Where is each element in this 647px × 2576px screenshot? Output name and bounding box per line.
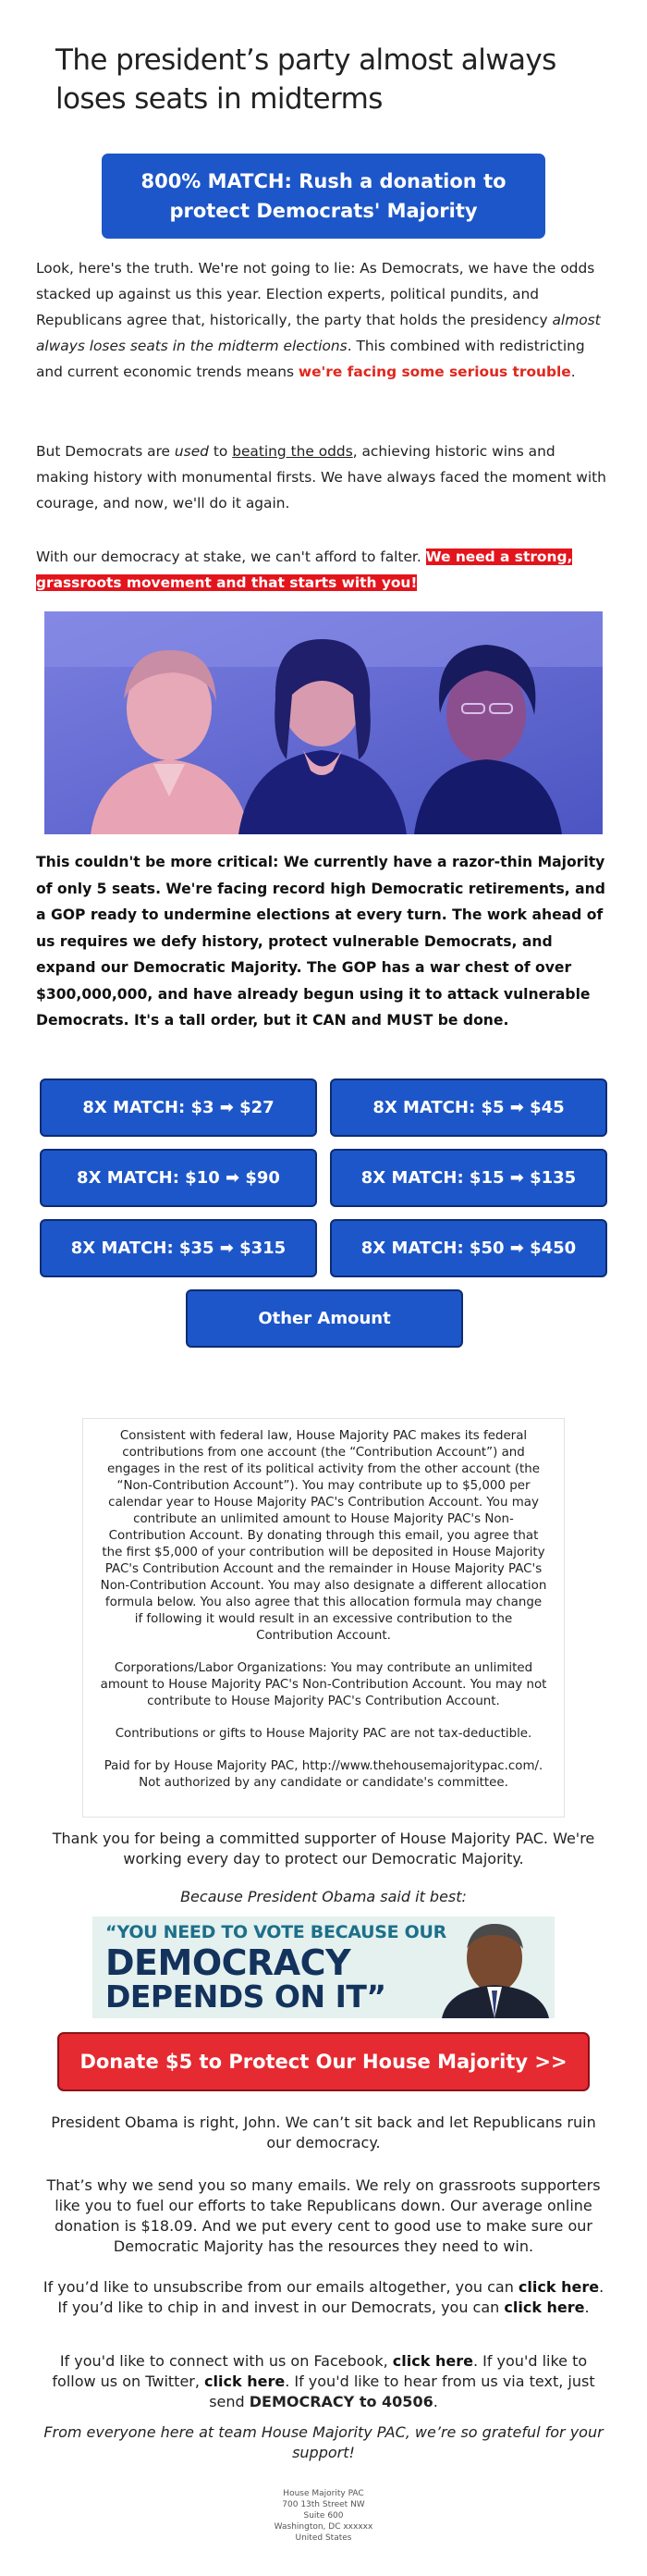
donate-3-button[interactable]: 8X MATCH: $3 ➡ $27: [40, 1078, 317, 1137]
unsubscribe-paragraph: [37, 2277, 610, 2318]
disclaimer-corporations: Corporations/Labor Organizations: You may contribute an unlimited amount to House Majority PAC's Non-Contribution Account. You may not contribute to House Majority PAC's Contribution Account.: [100, 1661, 547, 1708]
invest-link[interactable]: click here: [504, 2299, 585, 2316]
banner-line-2: DEMOCRACY: [105, 1942, 351, 1983]
social-text: If you'd like to connect with us on Facebook,: [59, 2352, 393, 2370]
intro-end: .: [570, 364, 576, 380]
unsub-text-2: . If you’d like to chip in and invest in our Democrats, you can: [57, 2278, 604, 2316]
address-line-3: Suite 600: [303, 2511, 344, 2521]
match-donate-button[interactable]: 800% MATCH: Rush a donation to protect Democrats' Majority: [102, 154, 545, 239]
intro-paragraph: [36, 255, 611, 385]
obama-quote-banner: [92, 1917, 555, 2018]
critical-paragraph: This couldn't be more critical: We currently have a razor-thin Majority of only 5 seats. We're facing record high Democratic retirements, and a GOP ready to undermine elections at every turn. The work ahead of us requires we defy history, protect vulnerable Democrats, and expand our Democratic Majority. The GOP has a war chest of over $300,000,000, and have already begun using it to attack vulnerable Democrats. It's a tall order, but it CAN and MUST be done.: [36, 854, 605, 1029]
social-paragraph: [37, 2351, 610, 2412]
signoff-text: From everyone here at team House Majority PAC, we’re so grateful for your support!: [43, 2423, 604, 2461]
obama-right-text: President Obama is right, John. We can’t sit back and let Republicans ruin our democracy.: [51, 2114, 596, 2151]
banner-line-3: DEPENDS ON IT”: [105, 1978, 386, 2015]
donate-10-button[interactable]: 8X MATCH: $10 ➡ $90: [40, 1149, 317, 1207]
leaders-photo-art: [44, 611, 603, 834]
emails-paragraph: That’s why we send you so many emails. We rely on grassroots supporters like you to fuel our efforts to take Republicans down. Our average online donation is $18.09. And we put every cent to good use to make sure our Democratic Majority has the resources they need to win.: [46, 2176, 601, 2255]
mailing-address: [231, 2488, 416, 2544]
odds-text: But Democrats are: [36, 443, 175, 460]
social-text-3: . If you'd like to hear from us via text, just send: [209, 2373, 595, 2410]
thanks-text: Thank you for being a committed supporter of House Majority PAC. We're working every day to protect our Democratic Majority.: [52, 1830, 595, 1867]
odds-paragraph: [36, 438, 611, 516]
headline: The president’s party almost always loses seats in midterms: [55, 43, 556, 116]
unsub-text: If you’d like to unsubscribe from our emails altogether, you can: [43, 2278, 519, 2296]
leaders-photo: [44, 611, 603, 834]
disclaimer-tax: Contributions or gifts to House Majority PAC are not tax-deductible.: [115, 1727, 532, 1741]
intro-red-text: we're facing some serious trouble: [298, 364, 571, 380]
address-line-1: House Majority PAC: [283, 2489, 364, 2498]
legal-disclaimer: [82, 1418, 565, 1818]
unsub-end: .: [584, 2299, 590, 2316]
stake-text: With our democracy at stake, we can't afford to falter.: [36, 548, 426, 565]
social-text-2: . If you'd like to follow us on Twitter,: [52, 2352, 588, 2390]
social-end: .: [433, 2393, 438, 2410]
address-line-5: United States: [295, 2533, 352, 2543]
address-line-2: 700 13th Street NW: [282, 2500, 365, 2509]
obama-intro: Because President Obama said it best:: [180, 1888, 467, 1905]
disclaimer-accounts: Consistent with federal law, House Majority PAC makes its federal contributions from one account (the “Contribution Account”) and engages in the rest of its political activity from the other account (the “Non-Contribution Account”). You may contribute up to $5,000 per calendar year to House Majority PAC's Contribution Account. You may contribute an unlimited amount to House Majority PAC's Non-Contribution Account. By donating through this email, you agree that the first $5,000 of your contribution will be deposited in House Majority PAC's Contribution Account and the remainder in House Majority PAC's Non-Contribution Account. You may also designate a different allocation formula below. You also agree that this allocation formula may change if following it would result in an excessive contribution to the Contribution Account.: [100, 1429, 547, 1643]
donate-50-button[interactable]: 8X MATCH: $50 ➡ $450: [330, 1219, 607, 1277]
other-amount-button[interactable]: Other Amount: [186, 1289, 463, 1348]
disclaimer-paid-for: Paid for by House Majority PAC, http://www.thehousemajoritypac.com/. Not authorized by any candidate or candidate's committee.: [104, 1759, 543, 1790]
donate-15-button[interactable]: 8X MATCH: $15 ➡ $135: [330, 1149, 607, 1207]
banner-line-1: “YOU NEED TO VOTE BECAUSE OUR: [105, 1922, 446, 1942]
donate-5-button[interactable]: 8X MATCH: $5 ➡ $45: [330, 1078, 607, 1137]
stake-paragraph: [36, 544, 611, 596]
donate-35-button[interactable]: 8X MATCH: $35 ➡ $315: [40, 1219, 317, 1277]
unsubscribe-link[interactable]: click here: [518, 2278, 600, 2296]
intro-italic: almost always loses seats in the midterm elections: [36, 312, 601, 354]
address-line-4: Washington, DC xxxxxx: [274, 2522, 373, 2532]
beating-odds-link[interactable]: beating the odds: [232, 443, 353, 460]
intro-text: Look, here's the truth. We're not going to lie: As Democrats, we have the odds stacked up against us this year. Election experts, political pundits, and Republicans agree that, historically, the party that holds the presidency: [36, 260, 595, 328]
intro-text-2: . This combined with redistricting and current economic trends means: [36, 338, 585, 380]
twitter-link[interactable]: click here: [204, 2373, 286, 2390]
text-keyword: DEMOCRACY to 40506: [249, 2393, 433, 2410]
odds-end: , achieving historic wins and making history with monumental firsts. We have always faced the moment with courage, and now, we'll do it again.: [36, 443, 606, 512]
odds-italic: used: [174, 443, 209, 460]
odds-text-2: to: [208, 443, 233, 460]
stake-highlight: We need a strong, grassroots movement and that starts with you!: [36, 548, 573, 591]
facebook-link[interactable]: click here: [392, 2352, 473, 2370]
donate-5-red-button[interactable]: Donate $5 to Protect Our House Majority >>: [57, 2032, 590, 2091]
